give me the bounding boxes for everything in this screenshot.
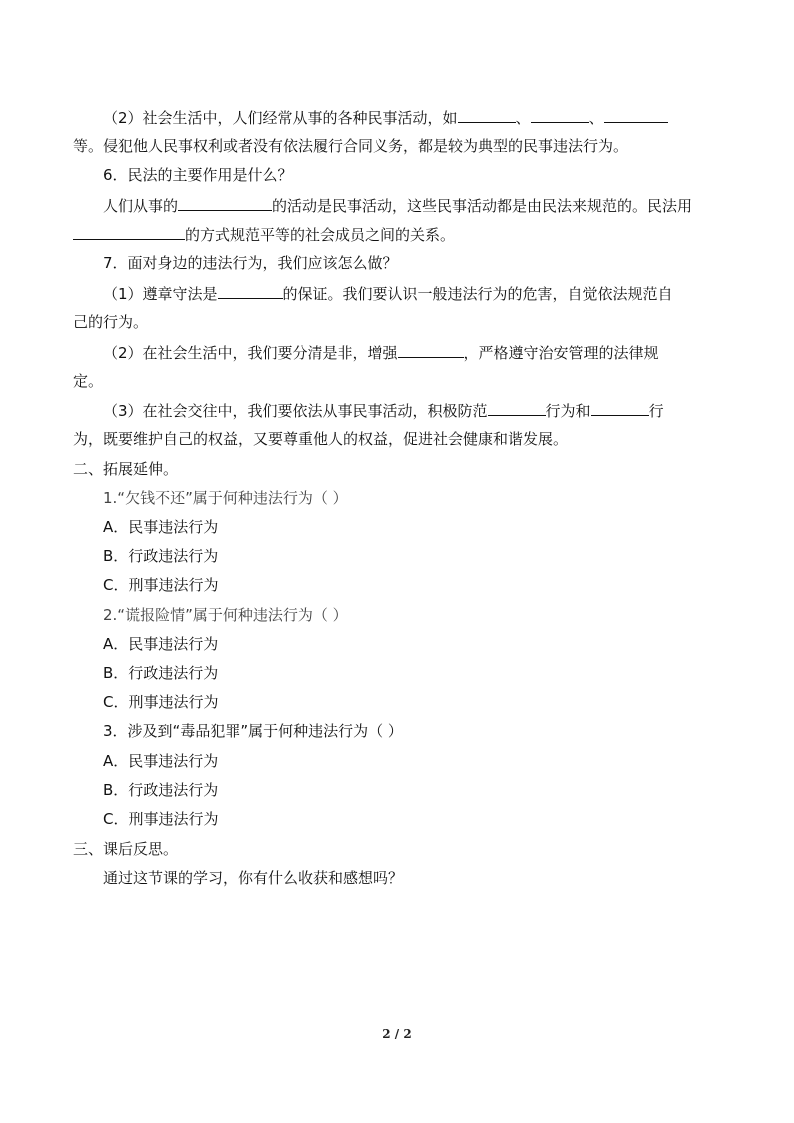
fill-blank[interactable]	[531, 107, 589, 123]
question-text: 3．涉及到“毒品犯罪”属于何种违法行为（ ）	[103, 722, 403, 740]
text-segment: 的活动是民事活动，这些民事活动都是由民法来规范的。民法用	[272, 197, 693, 215]
text-segment: 行	[648, 402, 664, 420]
fill-blank[interactable]	[218, 283, 283, 299]
text-segment: （1）遵章守法是	[103, 285, 218, 303]
text-segment: （2）社会生活中，人们经常从事的各种民事活动，如	[103, 109, 458, 127]
question-heading: 6．民法的主要作用是什么？	[103, 166, 293, 184]
option-c[interactable]: C．刑事违法行为	[103, 810, 219, 828]
text-line	[103, 342, 659, 363]
text-line: 等。侵犯他人民事权利或者没有依法履行合同义务，都是较为典型的民事违法行为。	[73, 137, 629, 155]
text-line	[103, 283, 673, 304]
text-segment: 的方式规范平等的社会成员之间的关系。	[185, 226, 456, 244]
fill-blank[interactable]	[591, 400, 649, 416]
text-segment: 、	[588, 109, 604, 127]
option-a[interactable]: A．民事违法行为	[103, 518, 219, 536]
option-a[interactable]: A．民事违法行为	[103, 752, 219, 770]
fill-blank[interactable]	[604, 107, 668, 123]
fill-blank[interactable]	[178, 195, 272, 211]
text-segment: 人们从事的	[103, 197, 179, 215]
reflection-prompt: 通过这节课的学习，你有什么收获和感想吗？	[103, 869, 404, 887]
question-text: 1.“欠钱不还”属于何种违法行为（ ）	[103, 489, 348, 507]
fill-blank[interactable]	[458, 107, 516, 123]
fill-blank[interactable]	[488, 400, 546, 416]
option-c[interactable]: C．刑事违法行为	[103, 576, 219, 594]
section-heading: 三、课后反思。	[73, 840, 179, 858]
text-segment: （3）在社会交往中，我们要依法从事民事活动，积极防范	[103, 402, 488, 420]
page-number: 2 / 2	[382, 1027, 412, 1041]
text-line	[73, 224, 455, 245]
option-b[interactable]: B．行政违法行为	[103, 781, 219, 799]
text-line	[103, 195, 692, 216]
option-b[interactable]: B．行政违法行为	[103, 547, 219, 565]
question-heading: 7．面对身边的违法行为，我们应该怎么做？	[103, 254, 398, 272]
text-line	[103, 107, 668, 128]
option-a[interactable]: A．民事违法行为	[103, 635, 219, 653]
option-c[interactable]: C．刑事违法行为	[103, 693, 219, 711]
text-segment: ，严格遵守治安管理的法律规	[463, 344, 659, 362]
fill-blank[interactable]	[398, 342, 464, 358]
text-segment: （2）在社会生活中，我们要分清是非，增强	[103, 344, 398, 362]
text-segment: 的保证。我们要认识一般违法行为的危害，自觉依法规范自	[282, 285, 673, 303]
text-segment: 行为和	[545, 402, 591, 420]
text-line	[103, 400, 664, 421]
text-line: 己的行为。	[73, 313, 149, 331]
fill-blank[interactable]	[73, 224, 185, 240]
question-text: 2.“谎报险情”属于何种违法行为（ ）	[103, 606, 348, 624]
text-line: 定。	[73, 372, 104, 390]
text-line: 为，既要维护自己的权益，又要尊重他人的权益，促进社会健康和谐发展。	[73, 430, 569, 448]
text-segment: 、	[515, 109, 531, 127]
option-b[interactable]: B．行政违法行为	[103, 664, 219, 682]
section-heading: 二、拓展延伸。	[73, 460, 179, 478]
